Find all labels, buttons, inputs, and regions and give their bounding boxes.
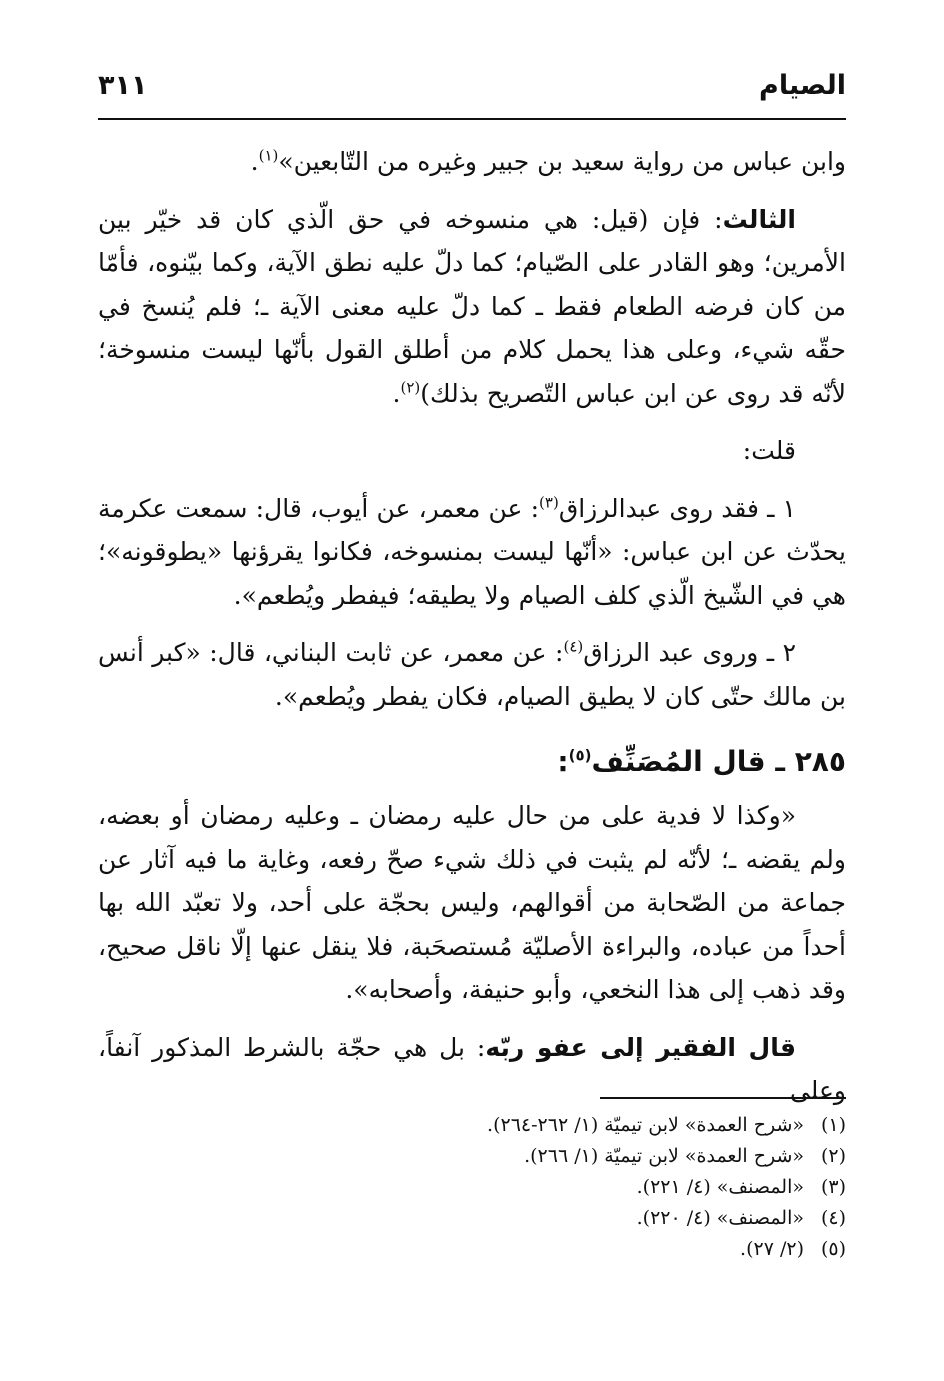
footnote-text: «شرح العمدة» لابن تيميّة (١/ ٢٦٦).	[524, 1145, 804, 1167]
paragraph-text: ١ ـ فقد روى عبدالرزاق	[558, 493, 796, 523]
paragraph-text: .	[250, 147, 259, 176]
section-heading	[98, 740, 846, 784]
paragraph	[98, 487, 846, 618]
paragraph-text: ٢ ـ وروى عبد الرزاق	[583, 638, 796, 667]
footnote	[98, 1172, 846, 1203]
paragraph	[98, 140, 846, 184]
section-title-end: :	[557, 745, 569, 778]
footnote-text: «شرح العمدة» لابن تيميّة (١/ ٢٦٢-٢٦٤).	[487, 1114, 804, 1136]
paragraph-text: : عن معمر، عن أيوب، قال: سمعت عكرمة يحدّث عن ابن عباس: «أنّها ليست بمنسوخه، فكانوا يقرؤنها «يطوقونه»؛ هي في الشّيخ الّذي كلف الصيام ولا يطيقه؛ فيفطر ويُطعم».	[98, 493, 846, 610]
footnote	[98, 1203, 846, 1234]
chapter-title: الصيام	[759, 70, 846, 101]
paragraph-text: : عن معمر، عن ثابت البناني، قال: «كبر أنس بن مالك حتّى كان لا يطيق الصيام، فكان يفطر ويُطعم».	[98, 638, 846, 711]
footnote-ref: (٥)	[568, 746, 592, 765]
paragraph-text: وابن عباس من رواية سعيد بن جبير وغيره من التّابعين»	[278, 147, 846, 176]
footnote-number: (٢)	[820, 1145, 846, 1167]
section-title: ٢٨٥ ـ قال المُصَنِّف	[591, 745, 846, 778]
paragraph-label: قال الفقير إلى عفو ربّه	[485, 1032, 796, 1062]
footnote-rule	[600, 1097, 846, 1099]
page-number: ٣١١	[98, 70, 148, 101]
paragraph: قلت:	[742, 436, 796, 465]
header-rule	[98, 118, 846, 120]
paragraph	[98, 631, 846, 718]
footnote-text: «المصنف» (٤/ ٢٢٠).	[636, 1207, 804, 1229]
paragraph-text: : فإن (قيل: هي منسوخه في حق الّذي كان قد خيّر بين الأمرين؛ وهو القادر على الصّيام؛ كما دلّ عليه نطق الآية، وكما بيّنوه، فأمّا من كان فرضه الطعام فقط ـ كما دلّ عليه معنى الآية ـ؛ فلم يُنسخ في حقّه شيء، وعلى هذا يحمل كلام من أطلق القول بأنّها ليست منسوخة؛ لأنّه قد روى عن ابن عباس التّصريح بذلك)	[98, 204, 846, 408]
paragraph: «وكذا لا فدية على من حال عليه رمضان ـ وعليه رمضان أو بعضه، ولم يقضه ـ؛ لأنّه لم يثبت في ذلك شيء صحّ رفعه، وغاية ما فيه آثار عن جماعة من الصّحابة من أقوالهم، وليس بحجّة على أحد، ولا تعبّد الله بها أحداً من عباده، والبراءة الأصليّة مُستصحَبة، فلا ينقل عنها إلّا ناقل صحيح، وقد ذهب إلى هذا النخعي، وأبو حنيفة، وأصحابه».	[98, 801, 846, 1004]
footnote	[98, 1110, 846, 1141]
footnote-number: (٣)	[820, 1176, 846, 1198]
footnote-text: (٢/ ٢٧).	[740, 1238, 804, 1260]
footnote-ref: (٢)	[400, 378, 421, 397]
footnote-ref: (٤)	[563, 637, 584, 656]
footnote-number: (٥)	[820, 1238, 846, 1260]
footnote	[98, 1234, 846, 1265]
footnote-text: «المصنف» (٤/ ٢٢١).	[636, 1176, 804, 1198]
footnote-ref: (١)	[258, 146, 279, 165]
paragraph	[98, 198, 846, 416]
footnote	[98, 1141, 846, 1172]
paragraph-text: .	[392, 378, 401, 408]
footnote-ref: (٣)	[539, 493, 559, 512]
footnote-number: (١)	[820, 1114, 846, 1136]
footnotes	[98, 1110, 846, 1265]
footnote-number: (٤)	[820, 1207, 846, 1229]
paragraph-label: الثالث	[722, 204, 796, 234]
paragraph	[98, 1026, 846, 1113]
main-text	[98, 140, 846, 1127]
paragraph-text: : بل هي حجّة بالشرط المذكور آنفاً، وعلى	[98, 1032, 846, 1105]
page-header	[98, 66, 846, 112]
